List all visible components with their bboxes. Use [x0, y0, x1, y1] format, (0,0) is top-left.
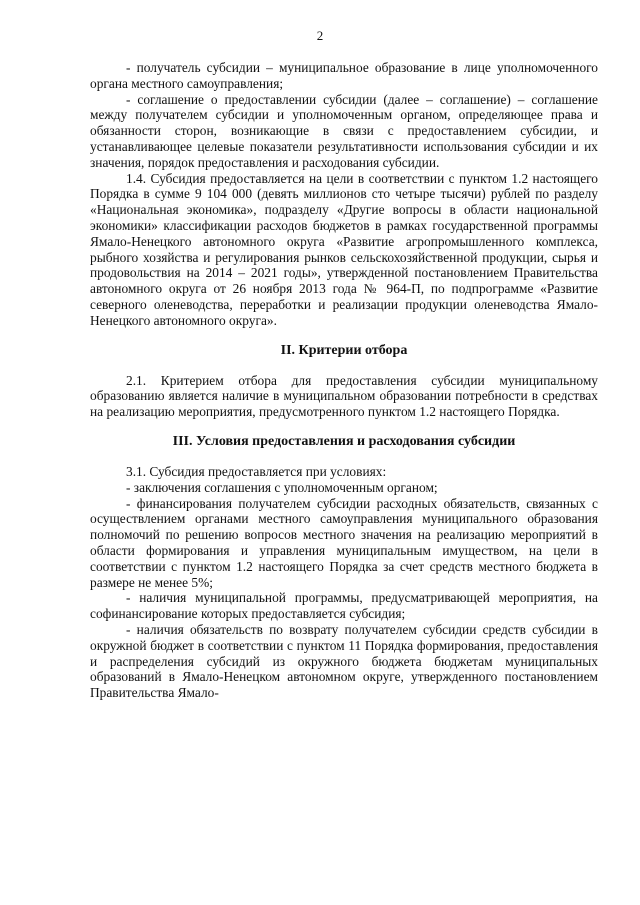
paragraph-3-1: 3.1. Субсидия предоставляется при условиях:	[126, 463, 387, 479]
condition-municipal-program: - наличия муниципальной программы, предусматривающей мероприятия, на софинансирование которых предоставляется субсидия;	[90, 590, 598, 622]
paragraph-agreement-definition: - соглашение о предоставлении субсидии (далее – соглашение) – соглашение между получателем субсидии и уполномоченным органом, определяющее права и обязанности сторон, возникающие в связи с предоставлением субсидии, и устанавливающее целевые показатели результативности использования субсидии и их значения, порядок предоставления и расходования субсидии.	[90, 91, 598, 170]
paragraph-recipient-definition: - получатель субсидии – муниципальное образование в лице уполномоченного органа местного самоуправления;	[90, 60, 598, 91]
document-body	[90, 60, 598, 701]
condition-refund-obligation: - наличия обязательств по возврату получателем субсидии средств субсидии в окружной бюджет в соответствии с пунктом 11 Порядка формирования, предоставления и распределения субсидий из окружного бюджета бюджетам муниципальных образований в Ямало-Ненецком автономном округе, утвержденного постановлением Правительства Ямало-	[90, 621, 598, 701]
paragraph-2-1: 2.1. Критерием отбора для предоставления субсидии муниципальному образованию является наличие в муниципальном образовании потребности в средствах на реализацию мероприятия, предусмотренного пунктом 1.2 настоящего Порядка.	[90, 372, 598, 420]
section-2-heading: II. Критерии отбора	[280, 342, 408, 358]
condition-cofinancing: - финансирования получателем субсидии расходных обязательств, связанных с осуществлением органами местного самоуправления муниципального образования полномочий по решению вопросов местного значения на реализацию мероприятий в области формирования и управления муниципальным имуществом, на цели в соответствии с пунктом 1.2 настоящего Порядка за счет средств местного бюджета в размере не менее 5%;	[90, 495, 598, 590]
section-3-heading: III. Условия предоставления и расходования субсидии	[172, 433, 516, 449]
page-number: 2	[316, 28, 324, 43]
condition-agreement: - заключения соглашения с уполномоченным органом;	[126, 479, 438, 495]
paragraph-1-4: 1.4. Субсидия предоставляется на цели в соответствии с пунктом 1.2 настоящего Порядка в сумме 9 104 000 (девять миллионов сто четыре тысячи) рублей по разделу «Национальная экономика», подразделу «Другие вопросы в области национальной экономики» классификации расходов бюджетов в рамках государственной программы Ямало-Ненецкого автономного округа «Развитие агропромышленного комплекса, рыбного хозяйства и регулирования рынков сельскохозяйственной продукции, сырья и продовольствия на 2014 – 2021 годы», утвержденной постановлением Правительства автономного округа от 26 ноября 2013 года № 964-П, по подпрограмме «Развитие северного оленеводства, переработки и реализации продукции оленеводства Ямало-Ненецкого автономного округа».	[90, 170, 598, 328]
